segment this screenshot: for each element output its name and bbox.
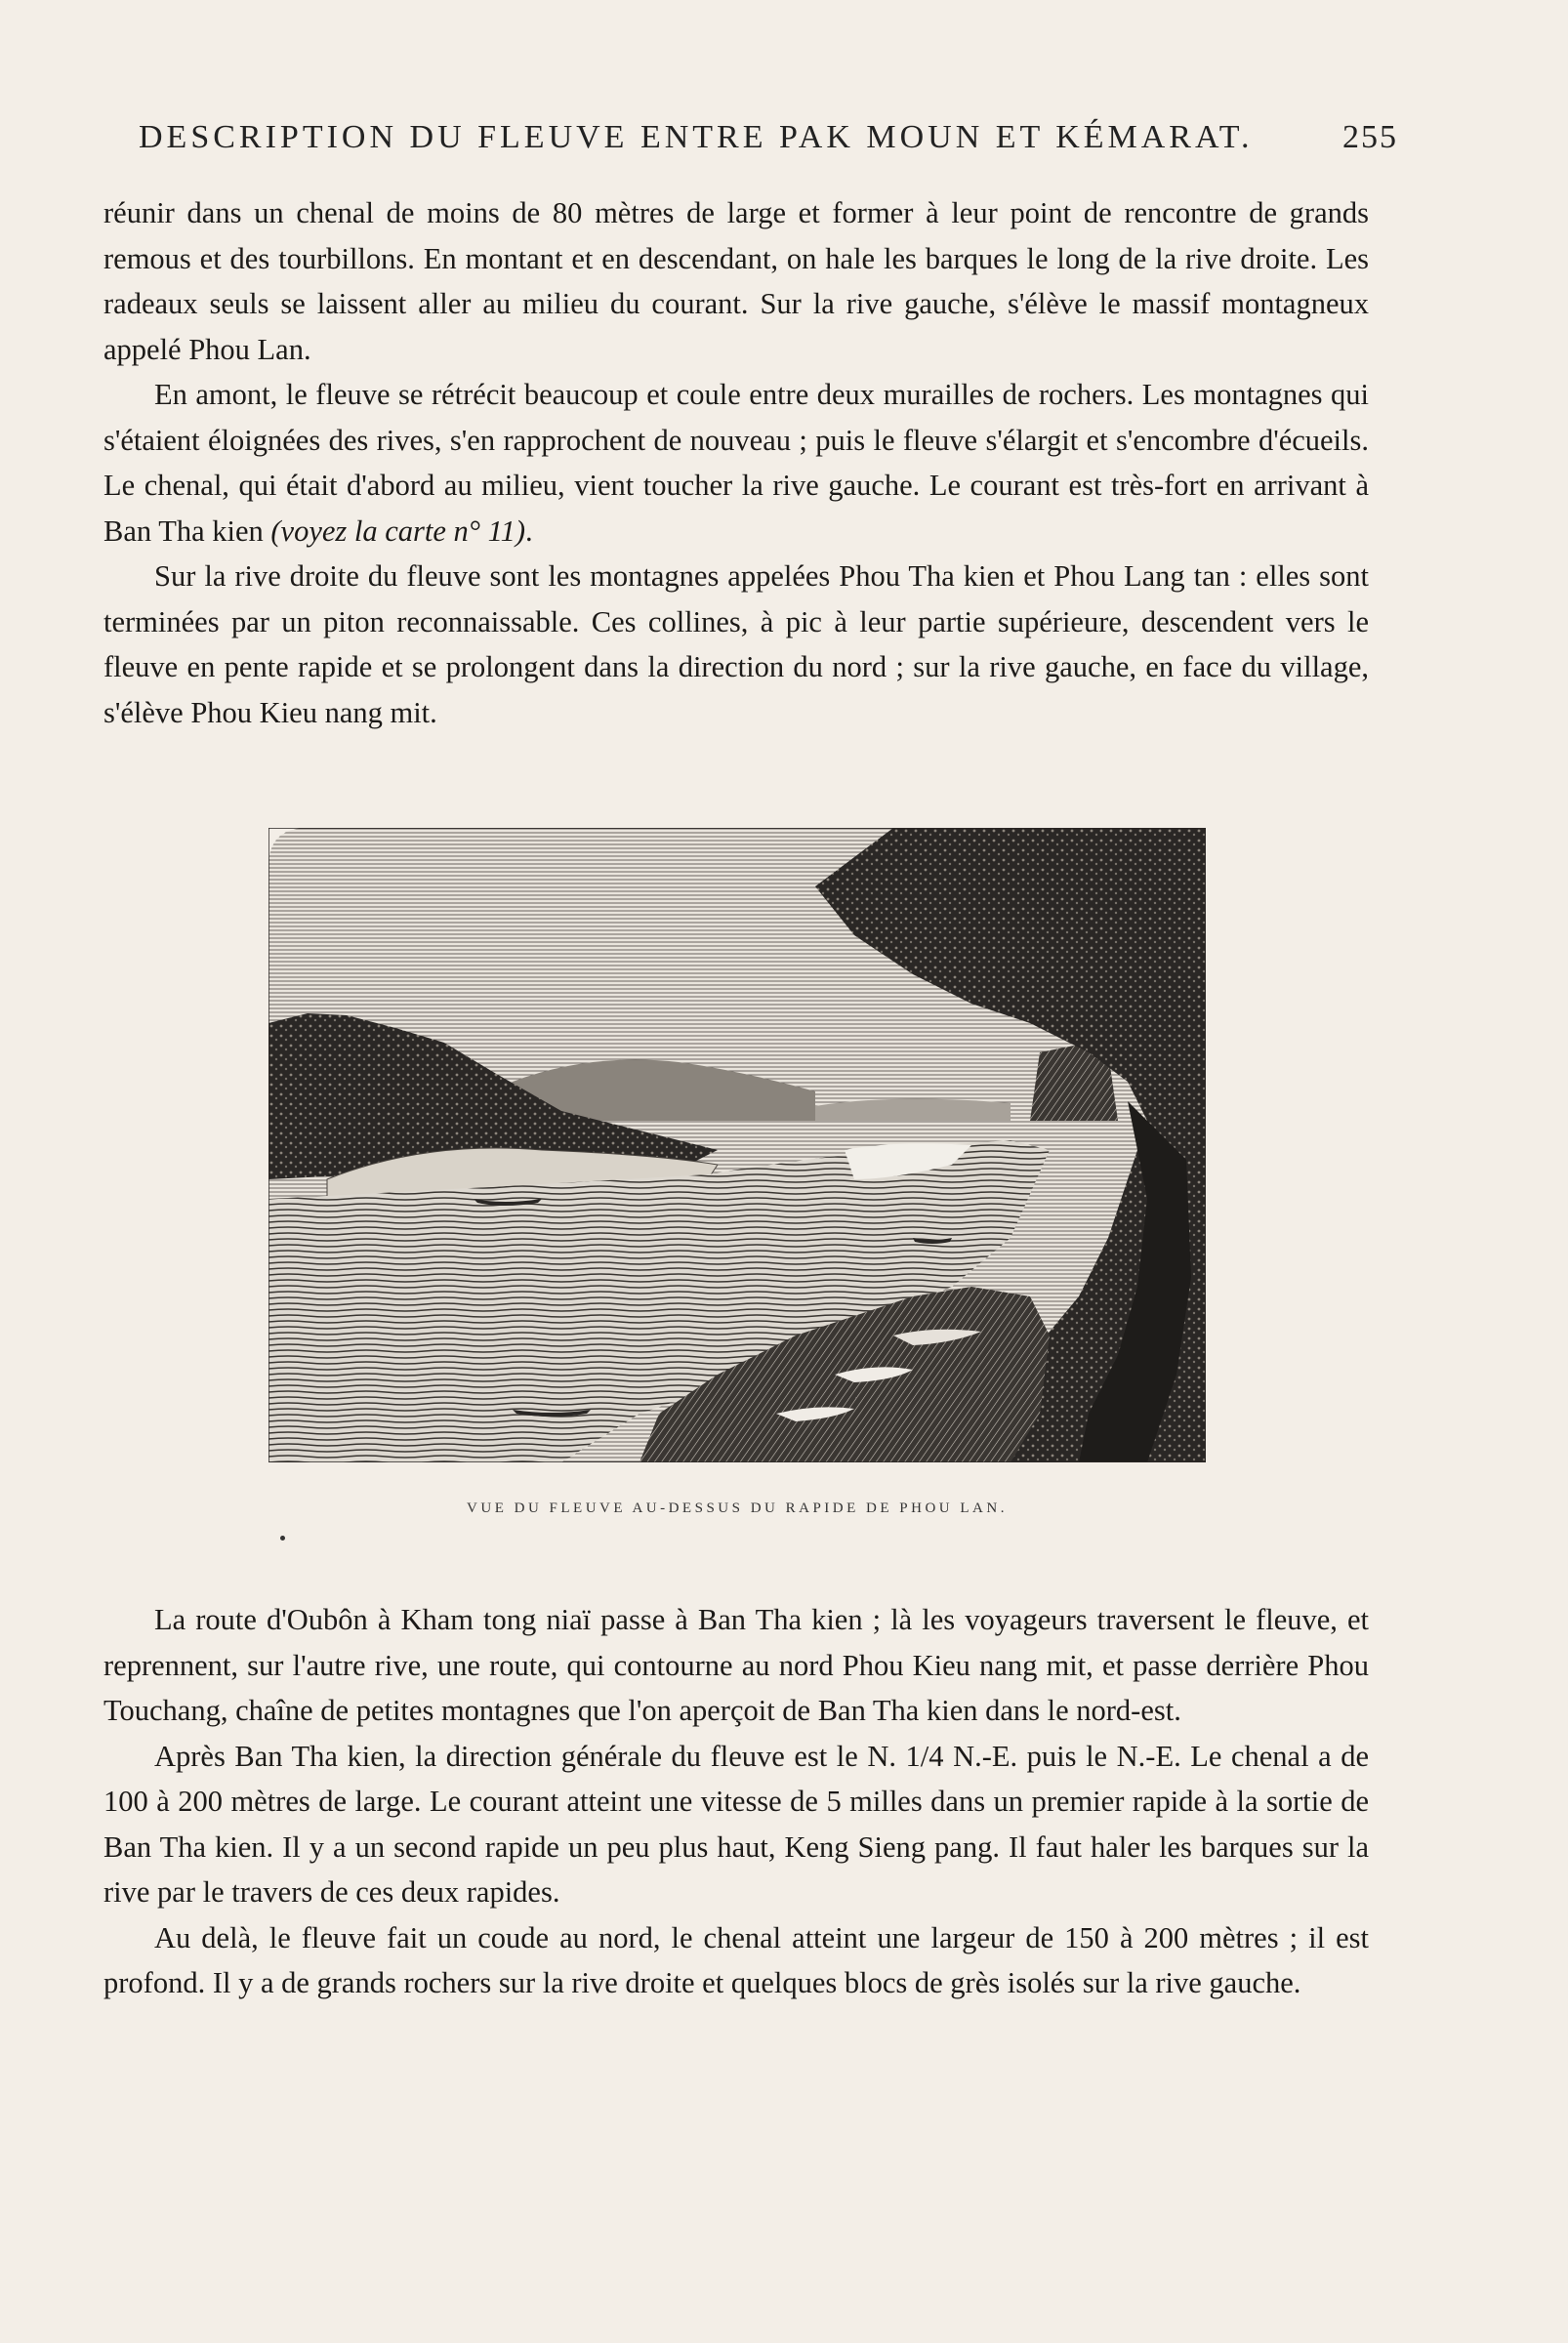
page-number: 255 xyxy=(1342,119,1398,155)
map-reference: (voyez la carte n° 11) xyxy=(270,514,526,548)
river-engraving xyxy=(268,828,1206,1462)
ink-dot xyxy=(280,1536,285,1541)
running-title: DESCRIPTION DU FLEUVE ENTRE PAK MOUN ET KÉMARAT. xyxy=(139,119,1254,155)
paragraph-5: Après Ban Tha kien, la direction générale du fleuve est le N. 1/4 N.-E. puis le N.-E. Le chenal a de 100 à 200 mètres de large. Le courant atteint une vitesse de 5 milles dans un premier rapide à la sortie de Ban Tha kien. Il y a un second rapide un peu plus haut, Keng Sieng pang. Il faut haler les barques sur la rive par le travers de ces deux rapides. xyxy=(103,1739,1369,1909)
body-text-top xyxy=(103,190,1369,735)
figure-caption: VUE DU FLEUVE AU-DESSUS DU RAPIDE DE PHOU LAN. xyxy=(467,1500,1008,1516)
paragraph-2-end: . xyxy=(525,514,533,548)
paragraph-2-text: En amont, le fleuve se rétrécit beaucoup et coule entre deux murailles de rochers. Les montagnes qui s'étaient éloignées des rives, s'en rapprochent de nouveau ; puis le fleuve s'élargit et s'encombre d'écueils. Le chenal, qui était d'abord au milieu, vient toucher la rive gauche. Le courant est très-fort en arrivant à Ban Tha kien xyxy=(103,378,1369,548)
body-text-bottom xyxy=(103,1597,1369,2006)
paragraph-2 xyxy=(103,372,1369,554)
paragraph-3: Sur la rive droite du fleuve sont les montagnes appelées Phou Tha kien et Phou Lang tan : elles sont terminées par un piton reconnaissable. Ces collines, à pic à leur partie supérieure, descendent vers le fleuve en pente rapide et se prolongent dans la direction du nord ; sur la rive gauche, en face du village, s'élève Phou Kieu nang mit. xyxy=(103,559,1369,729)
paragraph-4: La route d'Oubôn à Kham tong niaï passe à Ban Tha kien ; là les voyageurs traversent le fleuve, et reprennent, sur l'autre rive, une route, qui contourne au nord Phou Kieu nang mit, et passe derrière Phou Touchang, chaîne de petites montagnes que l'on aperçoit de Ban Tha kien dans le nord-est. xyxy=(103,1603,1369,1727)
running-head xyxy=(139,119,1398,156)
paragraph-1: réunir dans un chenal de moins de 80 mètres de large et former à leur point de rencontre de grands remous et des tourbillons. En montant et en descendant, on hale les barques le long de la rive droite. Les radeaux seuls se laissent aller au milieu du courant. Sur la rive gauche, s'élève le massif montagneux appelé Phou Lan. xyxy=(103,196,1369,366)
engraving-illustration xyxy=(268,828,1206,1462)
paragraph-6: Au delà, le fleuve fait un coude au nord, le chenal atteint une largeur de 150 à 200 mètres ; il est profond. Il y a de grands rochers sur la rive droite et quelques blocs de grès isolés sur la rive gauche. xyxy=(103,1920,1369,1999)
